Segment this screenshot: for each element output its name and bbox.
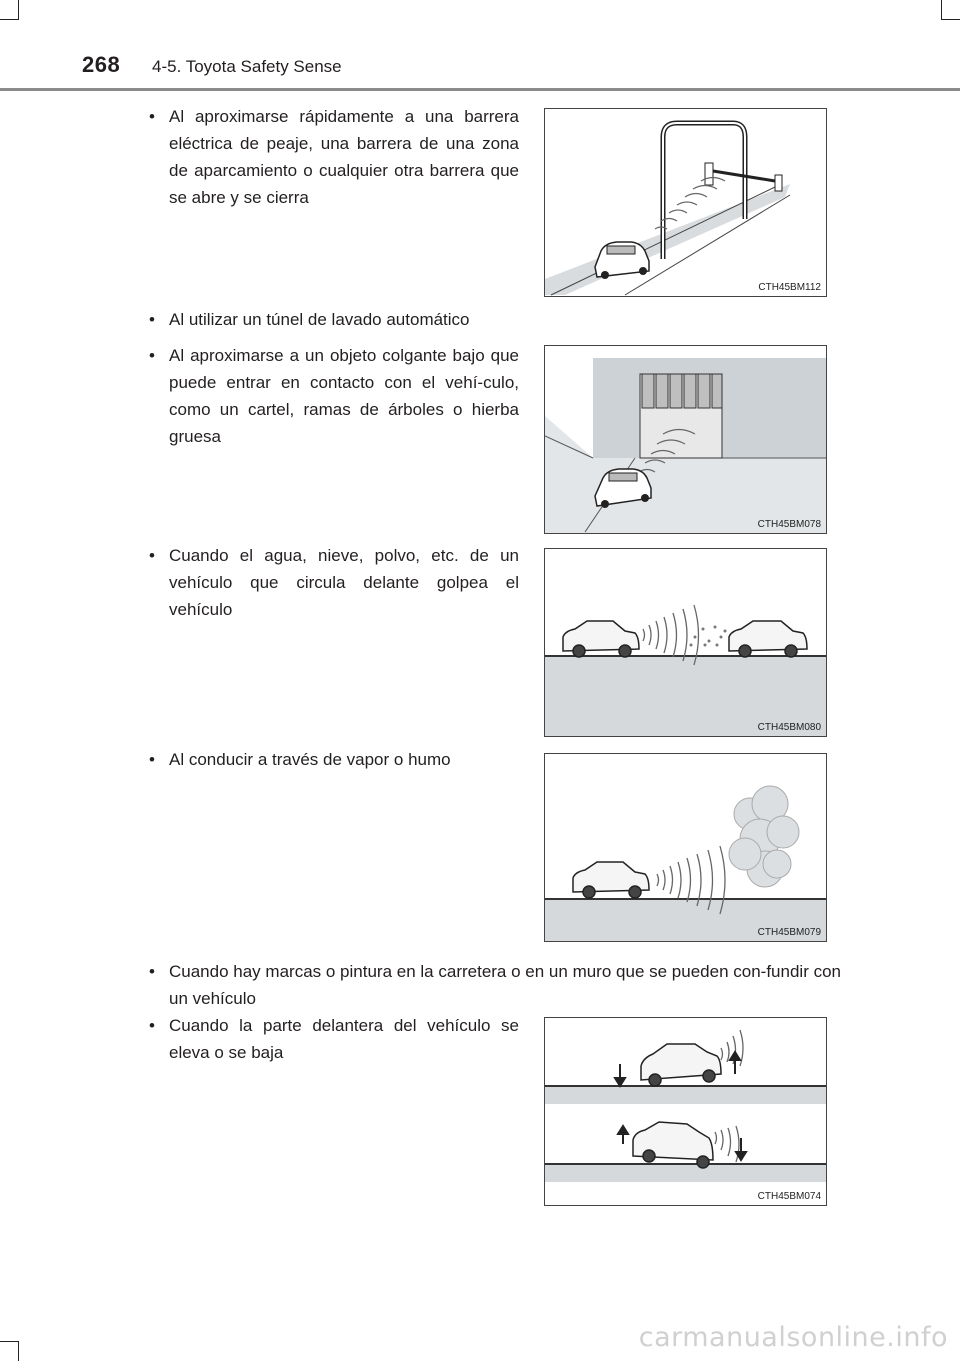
bullet-marker: • — [149, 962, 155, 981]
figure-splash — [544, 548, 827, 737]
bullet-marker: • — [149, 1016, 155, 1035]
bullet-text: Al utilizar un túnel de lavado automático — [169, 310, 470, 329]
bullet-item — [149, 306, 519, 333]
figure-smoke — [544, 753, 827, 942]
crop-mark — [18, 0, 19, 20]
crop-mark — [941, 0, 942, 20]
bullet-text: Al aproximarse rápidamente a una barrera eléctrica de peaje, una barrera de una zona de aparcamiento o cualquier otra barrera que se abre y se cierra — [169, 107, 519, 207]
bullet-item — [149, 542, 519, 623]
crop-mark — [18, 1341, 19, 1361]
section-title: 4-5. Toyota Safety Sense — [152, 57, 342, 76]
figure-barrier — [544, 108, 827, 297]
figure-code: CTH45BM112 — [758, 282, 821, 293]
smoke-illustration — [545, 754, 826, 941]
header-divider — [0, 88, 960, 91]
crop-mark — [942, 19, 960, 20]
bullet-text: Cuando el agua, nieve, polvo, etc. de un vehículo que circula delante golpea el vehículo — [169, 546, 519, 619]
bullet-item — [149, 746, 519, 773]
car-icon — [563, 621, 639, 657]
bullet-item — [149, 103, 519, 211]
bullet-text: Cuando la parte delantera del vehículo se eleva o se baja — [169, 1016, 519, 1062]
figure-code: CTH45BM078 — [757, 519, 821, 530]
figure-code: CTH45BM074 — [757, 1191, 821, 1202]
watermark: carmanualsonline.info — [638, 1322, 948, 1353]
splash-illustration — [545, 549, 826, 736]
crop-mark — [0, 19, 18, 20]
figure-code: CTH45BM080 — [757, 722, 821, 733]
hanging-object-illustration — [545, 346, 826, 533]
bullet-item — [149, 342, 519, 450]
page-number: 268 — [82, 52, 121, 77]
figure-code: CTH45BM079 — [757, 927, 821, 938]
bullet-marker: • — [149, 310, 155, 329]
bullet-marker: • — [149, 346, 155, 365]
car-icon — [573, 862, 649, 898]
bullet-item — [149, 1012, 519, 1066]
bullet-text: Cuando hay marcas o pintura en la carretera o en un muro que se pueden con-fundir con un vehículo — [169, 962, 841, 1008]
barrier-illustration — [545, 109, 826, 296]
car-icon — [633, 1122, 713, 1168]
figure-hanging-object — [544, 345, 827, 534]
car-icon — [641, 1044, 721, 1086]
crop-mark — [0, 1341, 18, 1342]
bullet-marker: • — [149, 107, 155, 126]
figure-pitch — [544, 1017, 827, 1206]
bullet-text: Al aproximarse a un objeto colgante bajo que puede entrar en contacto con el vehí-culo, como un cartel, ramas de árboles o hierba gruesa — [169, 346, 519, 446]
car-icon — [595, 242, 649, 279]
pitch-illustration — [545, 1018, 826, 1205]
bullet-text: Al conducir a través de vapor o humo — [169, 750, 451, 769]
bullet-marker: • — [149, 750, 155, 769]
bullet-marker: • — [149, 546, 155, 565]
car-icon — [729, 621, 807, 657]
bullet-item — [149, 958, 841, 1012]
